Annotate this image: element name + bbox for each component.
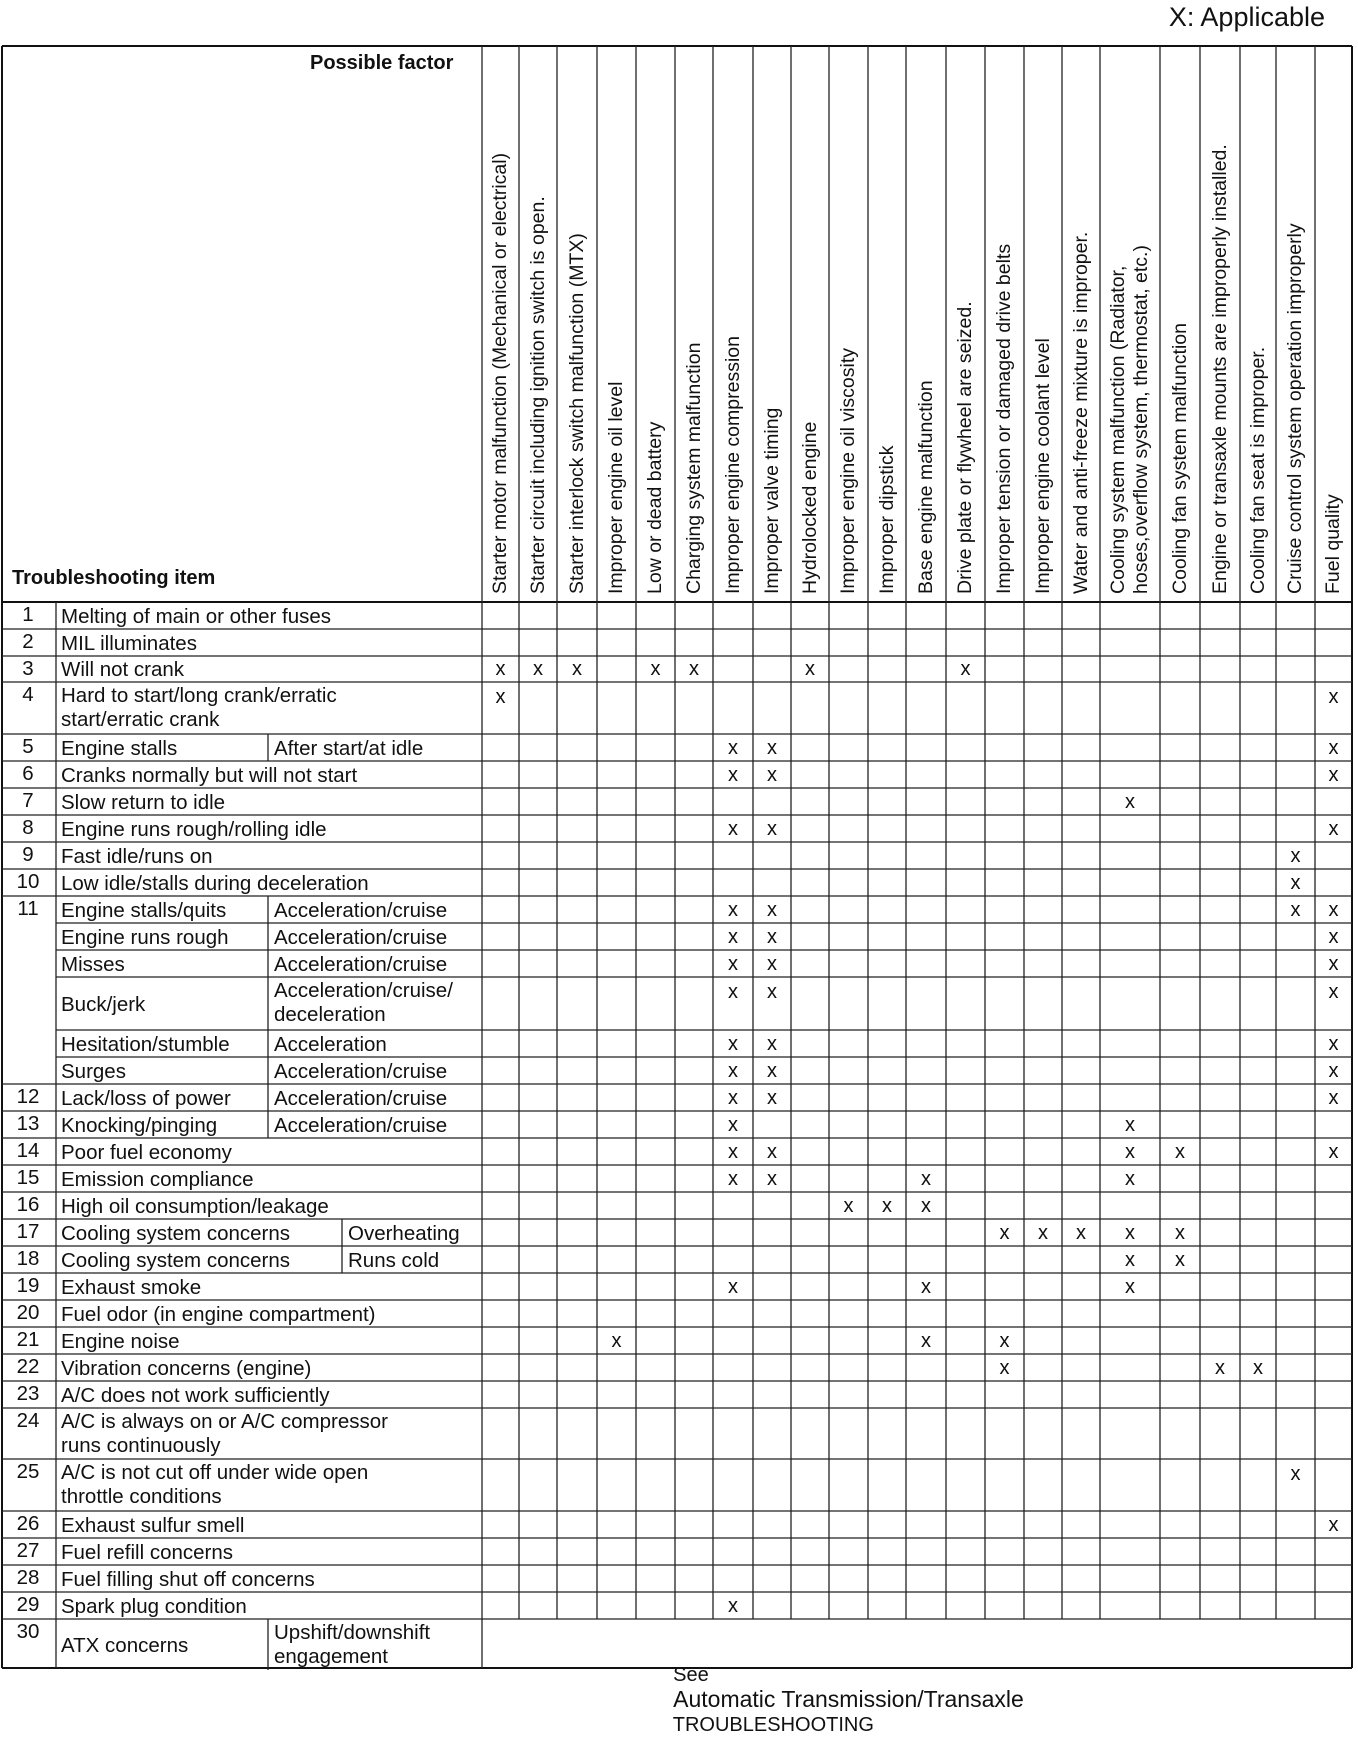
row-number: 22 — [16, 1355, 40, 1378]
troubleshooting-item: Cranks normally but will not start — [61, 763, 358, 787]
troubleshooting-item: Poor fuel economy — [61, 1140, 232, 1164]
applicable-mark: x — [960, 658, 971, 680]
troubleshooting-item: Will not crank — [61, 658, 185, 681]
applicable-mark: x — [1328, 1032, 1339, 1055]
condition: Acceleration/cruise — [274, 1086, 448, 1110]
troubleshooting-item: Knocking/pinging — [61, 1113, 218, 1137]
condition: Acceleration/cruise — [274, 1113, 448, 1137]
factor-header: Water and anti-freeze mixture is improper. — [1069, 231, 1092, 594]
row-number: 8 — [22, 816, 34, 839]
applicable-mark: x — [767, 1032, 777, 1055]
factor-header: Improper engine compression — [721, 336, 744, 594]
factor-header: Improper engine coolant level — [1031, 338, 1054, 594]
condition: Acceleration — [274, 1032, 387, 1056]
applicable-mark: x — [728, 736, 738, 759]
applicable-mark: x — [1290, 871, 1301, 894]
applicable-mark: x — [767, 1167, 777, 1190]
reference-suffix: TROUBLESHOOTING — [672, 1714, 874, 1736]
factor-header: Improper valve timing — [760, 407, 783, 594]
troubleshooting-item: Slow return to idle — [61, 790, 226, 814]
applicable-mark: x — [921, 1275, 931, 1298]
troubleshooting-item: MIL illuminates — [61, 631, 197, 655]
troubleshooting-item: A/C does not work sufficiently — [61, 1383, 330, 1407]
row-number: 4 — [22, 683, 34, 706]
troubleshooting-item: Low idle/stalls during deceleration — [61, 871, 369, 895]
factor-header: Starter interlock switch malfunction (MTX) — [565, 233, 588, 594]
legend-note: X: Applicable — [1168, 2, 1325, 32]
applicable-mark: x — [728, 952, 738, 975]
applicable-mark: x — [1328, 763, 1339, 786]
applicable-mark: x — [999, 1221, 1010, 1244]
applicable-mark: x — [1125, 1113, 1135, 1136]
applicable-mark: x — [767, 952, 777, 975]
applicable-mark: x — [728, 763, 738, 786]
troubleshooting-item: Engine noise — [61, 1329, 180, 1353]
applicable-mark: x — [999, 1329, 1010, 1352]
troubleshooting-item: Engine stalls — [61, 736, 178, 760]
troubleshooting-item: Exhaust sulfur smell — [61, 1513, 245, 1537]
applicable-mark: x — [767, 898, 777, 921]
row-number: 5 — [22, 735, 34, 758]
factor-header: Improper tension or damaged drive belts — [993, 243, 1015, 594]
applicable-mark: x — [728, 1594, 738, 1617]
row-number: 26 — [16, 1512, 40, 1535]
troubleshooting-item: Lack/loss of power — [61, 1086, 231, 1110]
row-number: 23 — [16, 1382, 40, 1405]
applicable-mark: x — [1328, 898, 1339, 921]
troubleshooting-item: Engine runs rough/rolling idle — [61, 817, 327, 841]
row-number: 14 — [16, 1139, 40, 1162]
troubleshooting-item: Engine stalls/quits — [61, 898, 227, 922]
factor-header: Cooling fan seat is improper. — [1246, 346, 1269, 594]
applicable-mark: x — [572, 658, 582, 680]
factor-header: Improper dipstick — [875, 445, 898, 594]
applicable-mark: x — [611, 1329, 622, 1352]
row-number: 11 — [17, 897, 39, 920]
factor-header: Hydrolocked engine — [798, 421, 821, 594]
troubleshooting-item: Fast idle/runs on — [61, 844, 213, 868]
applicable-mark: x — [1328, 1513, 1339, 1536]
applicable-mark: x — [728, 1167, 738, 1190]
applicable-mark: x — [767, 736, 777, 759]
applicable-mark: x — [1328, 686, 1339, 708]
row-number: 12 — [16, 1085, 40, 1108]
applicable-mark: x — [728, 1059, 738, 1082]
condition: Overheating — [348, 1221, 460, 1245]
row-number: 20 — [16, 1301, 40, 1324]
troubleshooting-item: Melting of main or other fuses — [61, 604, 332, 628]
applicable-mark: x — [843, 1194, 854, 1217]
troubleshooting-item: Hard to start/long crank/erratic start/erratic crank — [61, 684, 337, 731]
applicable-mark: x — [1290, 898, 1301, 921]
row-number: 18 — [16, 1247, 40, 1270]
factor-header: Cooling system malfunction (Radiator, hoses,overflow system, thermostat, etc.) — [1107, 245, 1152, 594]
row-number: 21 — [16, 1328, 40, 1351]
applicable-mark: x — [728, 1086, 738, 1109]
applicable-mark: x — [1125, 1221, 1135, 1244]
applicable-mark: x — [1125, 1167, 1135, 1190]
troubleshooting-item: Exhaust smoke — [61, 1275, 202, 1299]
applicable-mark: x — [1125, 1275, 1135, 1298]
applicable-mark: x — [728, 1032, 738, 1055]
troubleshooting-item: Misses — [61, 952, 125, 976]
troubleshooting-item: Cooling system concerns — [61, 1221, 291, 1245]
applicable-mark: x — [1328, 952, 1339, 975]
row-number: 17 — [16, 1220, 40, 1243]
condition: Acceleration/cruise — [274, 925, 448, 949]
applicable-mark: x — [1328, 1059, 1339, 1082]
row-number: 7 — [22, 789, 34, 812]
applicable-mark: x — [921, 1329, 931, 1352]
row30-reference — [662, 1639, 1024, 1737]
troubleshooting-item: ATX concerns — [61, 1633, 189, 1657]
applicable-mark: x — [728, 898, 738, 921]
applicable-mark: x — [999, 1356, 1010, 1379]
applicable-mark: x — [805, 658, 815, 680]
row-number: 2 — [22, 630, 34, 653]
troubleshooting-item: A/C is not cut off under wide open throttle conditions — [61, 1461, 369, 1508]
reference-link[interactable]: Automatic Transmission/Transaxle — [673, 1686, 1024, 1712]
possible-factor-header: Possible factor — [310, 52, 454, 74]
applicable-mark: x — [728, 981, 738, 1003]
applicable-mark: x — [495, 686, 506, 708]
applicable-mark: x — [1175, 1140, 1185, 1163]
applicable-mark: x — [1328, 1086, 1339, 1109]
troubleshooting-item: Fuel filling shut off concerns — [61, 1567, 315, 1591]
factor-header: Base engine malfunction — [914, 380, 937, 594]
applicable-mark: x — [1076, 1221, 1086, 1244]
applicable-mark: x — [1328, 736, 1339, 759]
troubleshooting-item: High oil consumption/leakage — [61, 1194, 329, 1218]
troubleshooting-item-header: Troubleshooting item — [12, 567, 216, 589]
row-number: 3 — [22, 657, 34, 680]
applicable-mark: x — [767, 817, 777, 840]
applicable-mark: x — [1125, 1140, 1135, 1163]
reference-prefix: See — [673, 1664, 709, 1686]
row-number: 16 — [16, 1193, 40, 1216]
troubleshooting-item: Fuel odor (in engine compartment) — [61, 1302, 376, 1326]
troubleshooting-item: Vibration concerns (engine) — [61, 1356, 312, 1380]
applicable-mark: x — [728, 817, 738, 840]
applicable-mark: x — [767, 763, 777, 786]
factor-header: Improper engine oil level — [605, 381, 627, 594]
applicable-mark: x — [1328, 981, 1339, 1003]
applicable-mark: x — [1328, 1140, 1339, 1163]
applicable-mark: x — [728, 1140, 738, 1163]
applicable-mark: x — [1253, 1356, 1263, 1379]
applicable-mark: x — [1175, 1248, 1185, 1271]
row-number: 28 — [16, 1566, 40, 1589]
factor-header: Fuel quality — [1322, 494, 1344, 594]
troubleshooting-item: Hesitation/stumble — [61, 1032, 230, 1056]
factor-header: Cruise control system operation improperly — [1284, 223, 1306, 594]
applicable-mark: x — [1038, 1221, 1048, 1244]
applicable-mark: x — [689, 658, 699, 680]
applicable-mark: x — [1175, 1221, 1185, 1244]
condition: After start/at idle — [274, 736, 424, 760]
applicable-mark: x — [767, 925, 777, 948]
condition: Acceleration/cruise/ deceleration — [274, 979, 453, 1026]
factor-header: Starter circuit including ignition switch is open. — [526, 196, 549, 594]
applicable-mark: x — [728, 1275, 738, 1298]
row-number: 27 — [16, 1539, 40, 1562]
row-number: 10 — [16, 870, 40, 893]
row-number: 1 — [22, 603, 34, 626]
row-number: 30 — [16, 1620, 40, 1643]
troubleshooting-item: Spark plug condition — [61, 1594, 247, 1618]
row-number: 9 — [22, 843, 34, 866]
row-number: 25 — [16, 1460, 40, 1483]
applicable-mark: x — [1215, 1356, 1225, 1379]
troubleshooting-item: Cooling system concerns — [61, 1248, 291, 1272]
row-number: 29 — [16, 1593, 40, 1616]
applicable-mark: x — [495, 658, 506, 680]
troubleshooting-item: A/C is always on or A/C compressor runs continuously — [61, 1410, 388, 1457]
applicable-mark: x — [1290, 1463, 1301, 1485]
factor-header: Cooling fan system malfunction — [1168, 323, 1191, 594]
applicable-mark: x — [767, 1059, 777, 1082]
applicable-mark: x — [1125, 790, 1135, 813]
troubleshooting-item: Emission compliance — [61, 1167, 254, 1191]
applicable-mark: x — [921, 1167, 931, 1190]
factor-header: Starter motor malfunction (Mechanical or electrical) — [489, 152, 511, 594]
applicable-mark: x — [533, 658, 543, 680]
condition: Acceleration/cruise — [274, 952, 448, 976]
condition: Acceleration/cruise — [274, 1059, 448, 1083]
row-number: 15 — [16, 1166, 40, 1189]
troubleshooting-item: Surges — [61, 1059, 126, 1083]
applicable-mark: x — [1328, 817, 1339, 840]
troubleshooting-item: Engine runs rough — [61, 925, 229, 949]
applicable-mark: x — [1290, 844, 1301, 867]
factor-header: Low or dead battery — [644, 421, 666, 594]
applicable-mark: x — [728, 1113, 738, 1136]
condition: Upshift/downshift engagement — [274, 1621, 431, 1668]
row-number: 19 — [16, 1274, 40, 1297]
factor-header: Charging system malfunction — [682, 342, 705, 594]
applicable-mark: x — [728, 925, 738, 948]
troubleshooting-item: Buck/jerk — [61, 992, 146, 1016]
applicable-mark: x — [1125, 1248, 1135, 1271]
applicable-mark: x — [767, 1086, 777, 1109]
condition: Acceleration/cruise — [274, 898, 448, 922]
row-number: 13 — [16, 1112, 40, 1135]
applicable-mark: x — [650, 658, 661, 680]
troubleshooting-item: Fuel refill concerns — [61, 1540, 234, 1564]
factor-header: Engine or transaxle mounts are improperly installed. — [1208, 144, 1231, 594]
row-number: 6 — [22, 762, 34, 785]
applicable-mark: x — [882, 1194, 892, 1217]
condition: Runs cold — [348, 1248, 440, 1272]
applicable-mark: x — [767, 981, 777, 1003]
factor-header: Drive plate or flywheel are seized. — [954, 301, 976, 594]
applicable-mark: x — [1328, 925, 1339, 948]
applicable-mark: x — [921, 1194, 931, 1217]
factor-header: Improper engine oil viscosity — [837, 347, 859, 594]
applicable-mark: x — [767, 1140, 777, 1163]
row-number: 24 — [16, 1409, 40, 1432]
